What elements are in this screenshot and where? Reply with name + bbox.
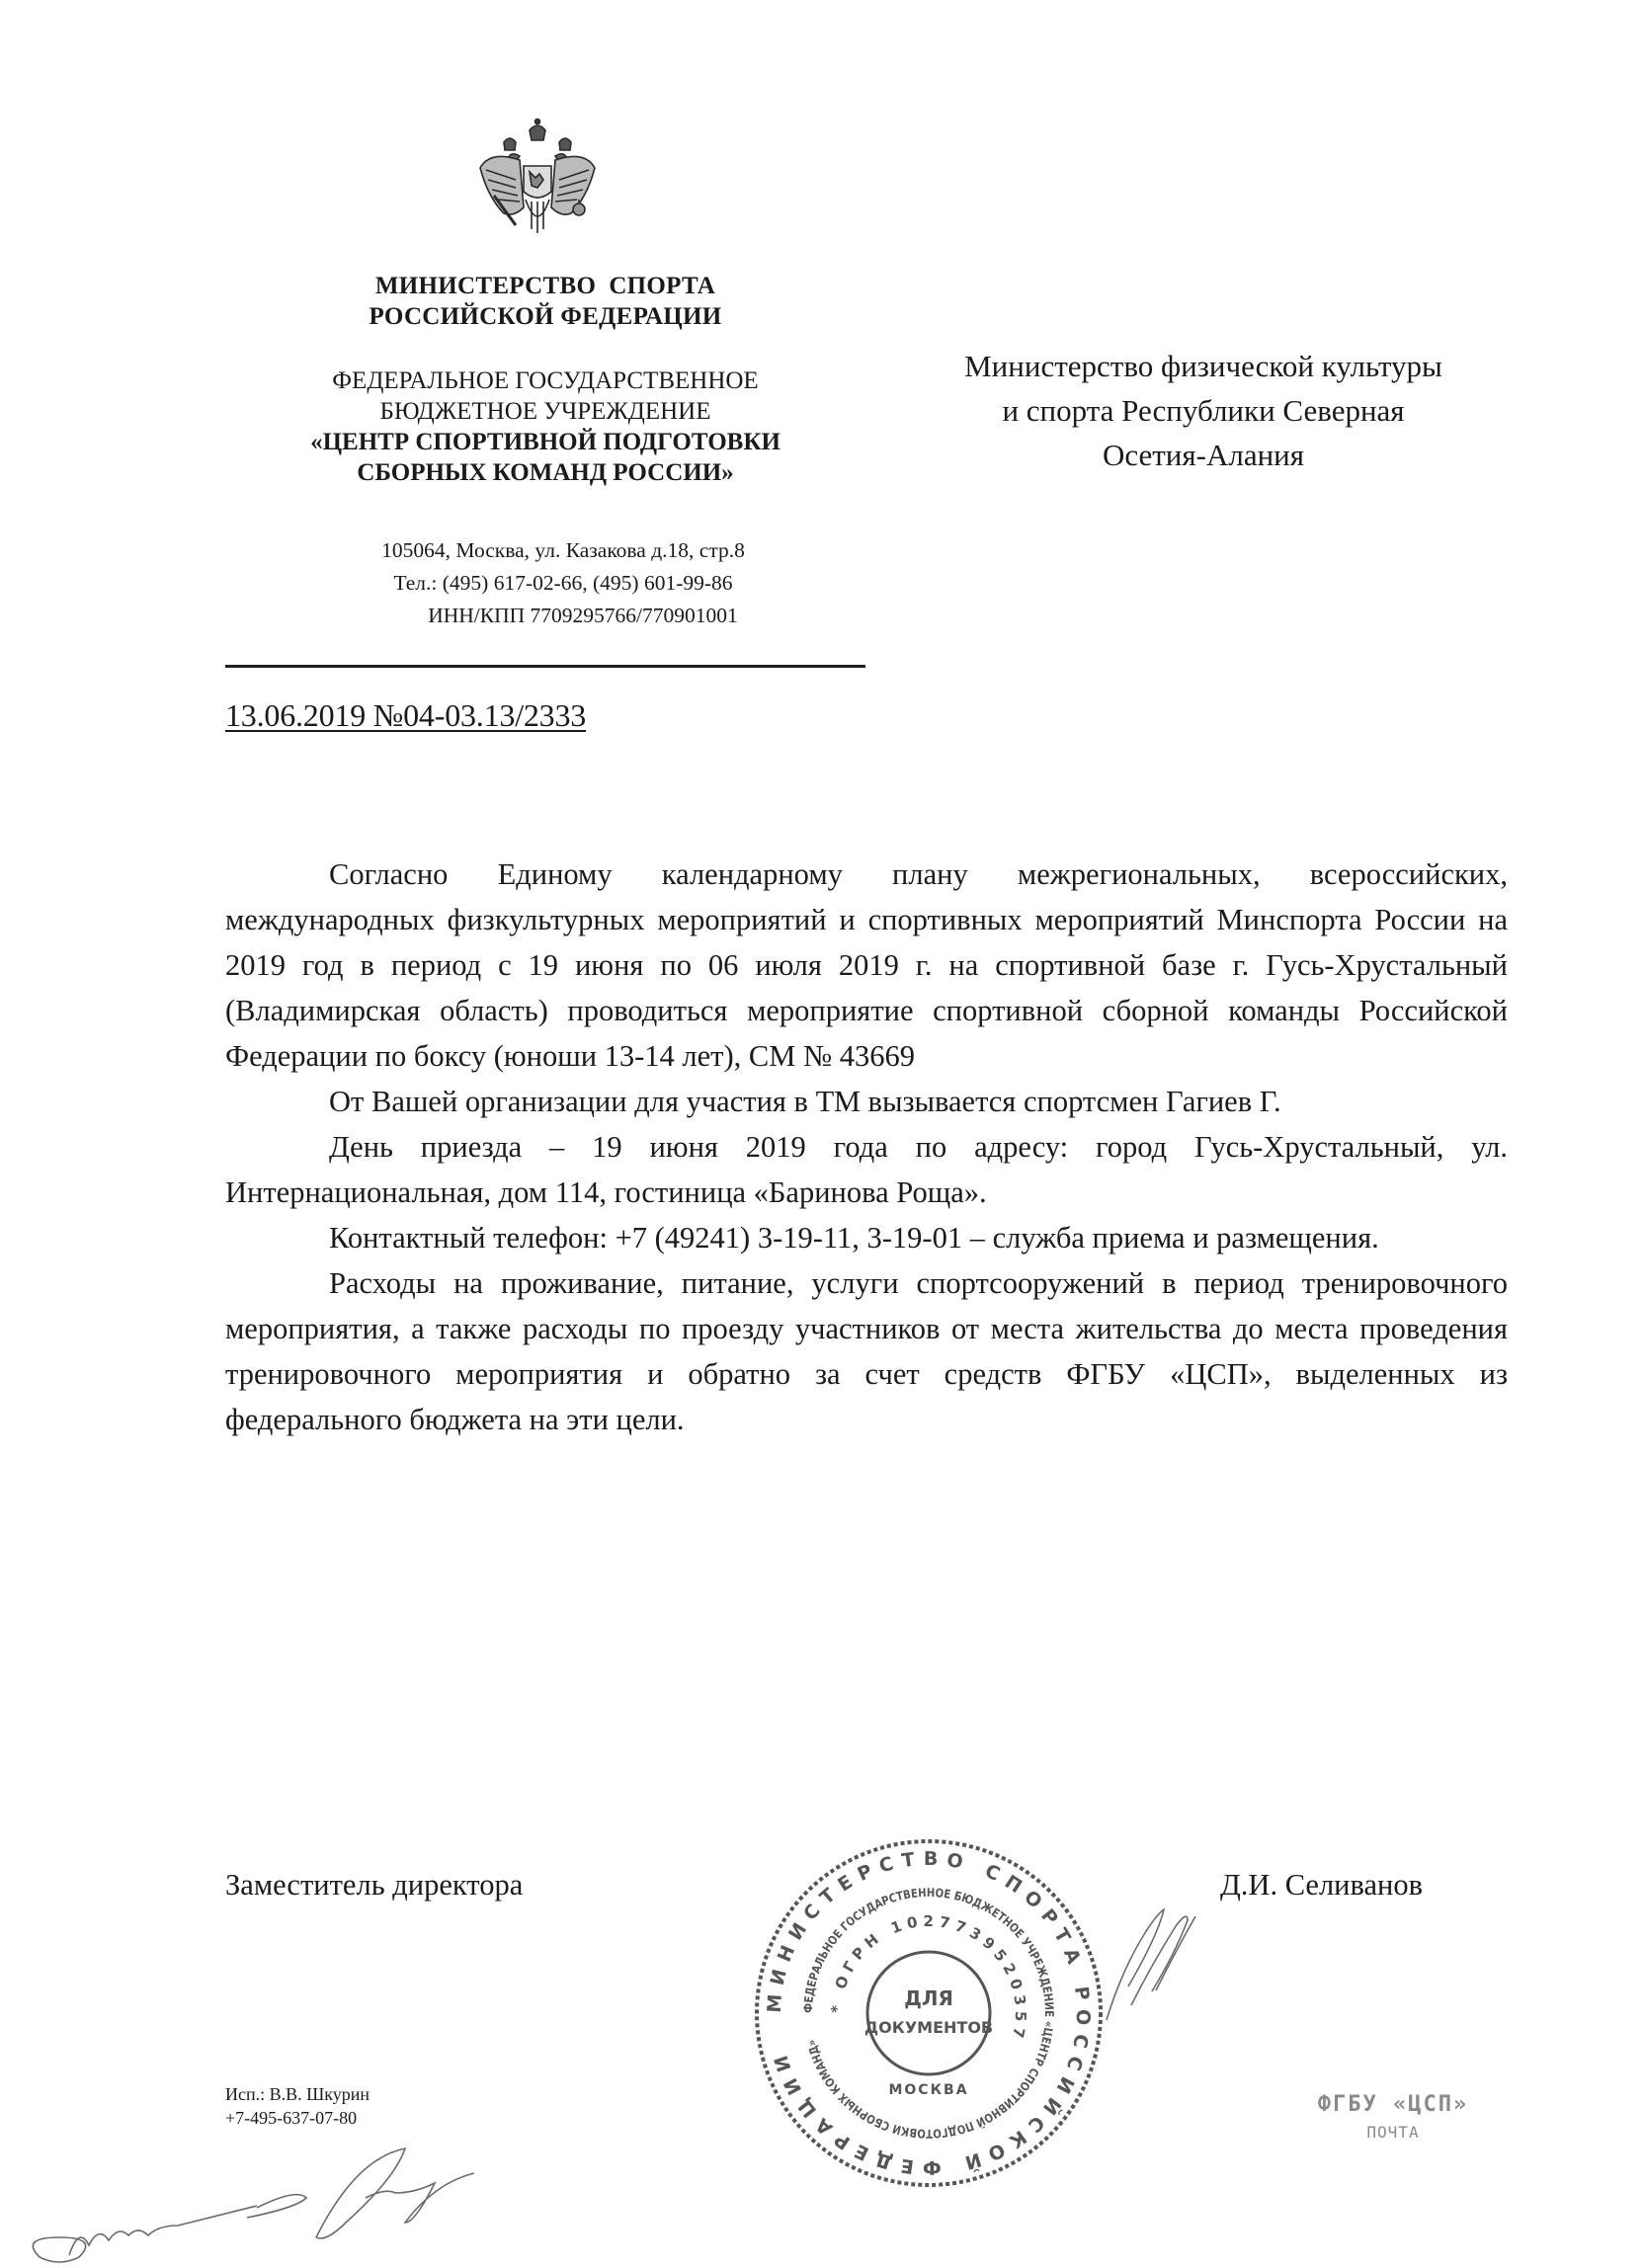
letterhead-divider [225,665,865,668]
ministry-line-1: МИНИСТЕРСТВО СПОРТА [374,273,716,299]
body-paragraph: День приезда – 19 июня 2019 года по адресу: город Гусь-Хрустальный, ул. Интернациональная, дом 114, гостиница «Баринова Роща». [225,1130,1508,1209]
org-address: 105064, Москва, ул. Казакова д.18, стр.8 [381,538,745,562]
coat-of-arms-icon [472,117,603,245]
recipient-line-3: Осетия-Алания [1102,438,1305,472]
org-line-1: ФЕДЕРАЛЬНОЕ ГОСУДАРСТВЕННОЕ [332,367,759,394]
initials-signature [0,2144,494,2268]
official-seal-stamp [751,1835,1107,2191]
mail-stamp-label: ПОЧТА [1366,2123,1420,2142]
org-line-3: «ЦЕНТР СПОРТИВНОЙ ПОДГОТОВКИ [310,429,781,455]
ministry-line-2: РОССИЙСКОЙ ФЕДЕРАЦИИ [369,303,722,330]
stamp-middle-text: ФЕДЕРАЛЬНОЕ ГОСУДАРСТВЕННОЕ БЮДЖЕТНОЕ УЧРЕЖДЕНИЕ «ЦЕНТР СПОРТИВНОЙ ПОДГОТОВКИ СБОРНЫХ КОМАНД» [800,1885,1057,2142]
stamp-center-line-2: ДОКУМЕНТОВ [863,2018,994,2037]
org-contacts [257,534,869,632]
mail-stamp [1274,2092,1512,2142]
org-inn-kpp: ИНН/КПП 7709295766/770901001 [428,604,738,627]
executor-info [225,2082,370,2130]
letter-body [225,851,1508,1442]
director-signature [1097,1906,1215,2025]
stamp-outer-text: МИНИСТЕРСТВО СПОРТА РОССИЙСКОЙ ФЕДЕРАЦИИ [763,1847,1095,2179]
signatory-role: Заместитель директора [225,1868,524,1902]
body-paragraph: Согласно Единому календарному плану межрегиональных, всероссийских, международных физкультурных мероприятий и спортивных мероприятий Минспорта России на 2019 год в период с 19 июня по 06 июля 2019 г. на спортивной базе г. Гусь-Хрустальный (Владимирская область) проводиться мероприятие спортивной сборной команды Российской Федерации по боксу (юноши 13-14 лет), СМ № 43669 [225,857,1508,1073]
ministry-title [224,271,866,332]
stamp-ogrn-text: * ОГРН 1027739520357 [827,1911,1030,2040]
body-paragraph: Расходы на проживание, питание, услуги спортсооружений в период тренировочного мероприятия, а также расходы по проезду участников от места жительства до места проведения тренировочного мероприятия и обратно за счет средств ФГБУ «ЦСП», выделенных из федерального бюджета на эти цели. [225,1266,1508,1436]
org-line-2: БЮДЖЕТНОЕ УЧРЕЖДЕНИЕ [379,398,711,425]
recipient-block [887,344,1520,477]
executor-phone: +7-495-637-07-80 [225,2108,358,2128]
org-line-4: СБОРНЫХ КОМАНД РОССИИ» [357,459,734,486]
mail-stamp-org: ФГБУ «ЦСП» [1317,2092,1469,2117]
body-paragraph: От Вашей организации для участия в ТМ вызывается спортсмен Гагиев Г. [329,1085,1281,1118]
executor-name: Исп.: В.В. Шкурин [225,2084,370,2104]
organization-name [224,365,866,488]
stamp-center-line-1: ДЛЯ [904,1986,953,2010]
body-paragraph: Контактный телефон: +7 (49241) 3-19-11, 3-19-01 – служба приема и размещения. [329,1221,1379,1255]
stamp-city: МОСКВА [888,2082,969,2098]
recipient-line-2: и спорта Республики Северная [1002,393,1405,428]
org-phones: Тел.: (495) 617-02-66, (495) 601-99-86 [393,571,733,595]
signatory-name: Д.И. Селиванов [1220,1868,1424,1902]
recipient-line-1: Министерство физической культуры [964,349,1442,383]
document-reference: 13.06.2019 №04-03.13/2333 [225,697,587,733]
